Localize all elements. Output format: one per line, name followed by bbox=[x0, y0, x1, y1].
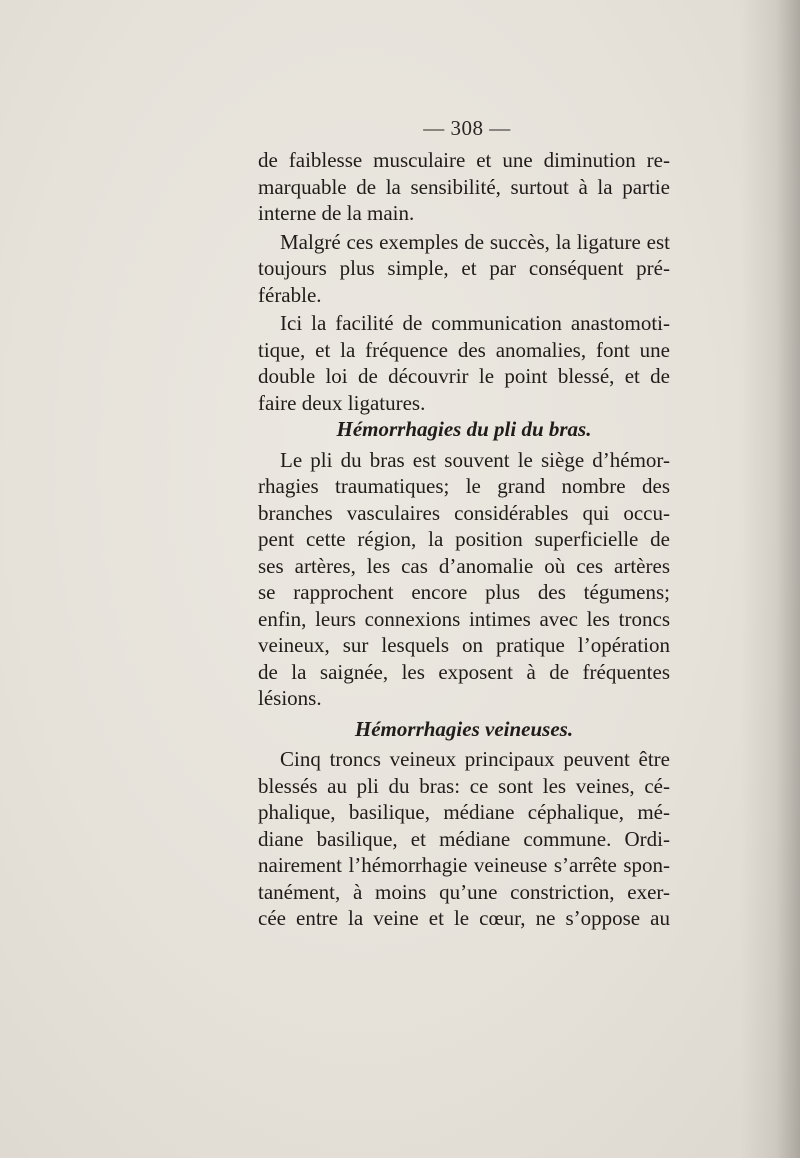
text-line: cée entre la veine et le cœur, ne s’oppose au bbox=[258, 906, 670, 930]
text-line: tanément, à moins qu’une constriction, exer- bbox=[258, 879, 670, 904]
text-line: se rapprochent encore plus des tégumens; bbox=[258, 580, 670, 604]
text-line: toujours plus simple, et par conséquent pré- bbox=[258, 256, 670, 280]
text-line: interne de la main. bbox=[258, 201, 415, 225]
text-line: veineux, sur lesquels on pratique l’opération bbox=[258, 633, 670, 657]
body-text bbox=[258, 147, 670, 932]
page-number: — 308 — bbox=[423, 116, 511, 140]
text-line: lésions. bbox=[258, 686, 322, 710]
text-line: enfin, leurs connexions intimes avec les troncs bbox=[258, 606, 670, 631]
text-line: diane basilique, et médiane commune. Ordi- bbox=[258, 826, 670, 851]
page-edge-shadow bbox=[740, 0, 800, 1158]
text-line: phalique, basilique, médiane céphalique, mé- bbox=[258, 800, 670, 824]
text-line: faire deux ligatures. bbox=[258, 390, 426, 415]
text-line: pent cette région, la position superficielle de bbox=[258, 527, 670, 551]
text-line: blessés au pli du bras: ce sont les veines, cé- bbox=[258, 773, 670, 798]
text-line: Cinq troncs veineux principaux peuvent être bbox=[280, 747, 670, 771]
text-line: Malgré ces exemples de succès, la ligature est bbox=[280, 229, 670, 254]
text-line: nairement l’hémorrhagie veineuse s’arrête spon- bbox=[258, 853, 670, 877]
text-line: Le pli du bras est souvent le siège d’hémor- bbox=[280, 447, 670, 472]
text-line: férable. bbox=[258, 282, 322, 307]
text-line: ses artères, les cas d’anomalie où ces artères bbox=[258, 553, 670, 578]
text-line: branches vasculaires considérables qui occu- bbox=[258, 500, 670, 525]
text-line: Ici la facilité de communication anastomoti- bbox=[280, 311, 670, 335]
section-heading: Hémorrhagies du pli du bras. bbox=[336, 417, 592, 441]
text-line: tique, et la fréquence des anomalies, font une bbox=[258, 337, 670, 362]
text-line: de la saignée, les exposent à de fréquentes bbox=[258, 659, 670, 684]
section-heading: Hémorrhagies veineuses. bbox=[354, 716, 574, 741]
text-line: double loi de découvrir le point blessé, et de bbox=[258, 364, 670, 388]
text-line: de faiblesse musculaire et une diminution re- bbox=[258, 148, 670, 172]
text-line: rhagies traumatiques; le grand nombre des bbox=[258, 474, 670, 498]
text-line: marquable de la sensibilité, surtout à la partie bbox=[258, 174, 670, 199]
